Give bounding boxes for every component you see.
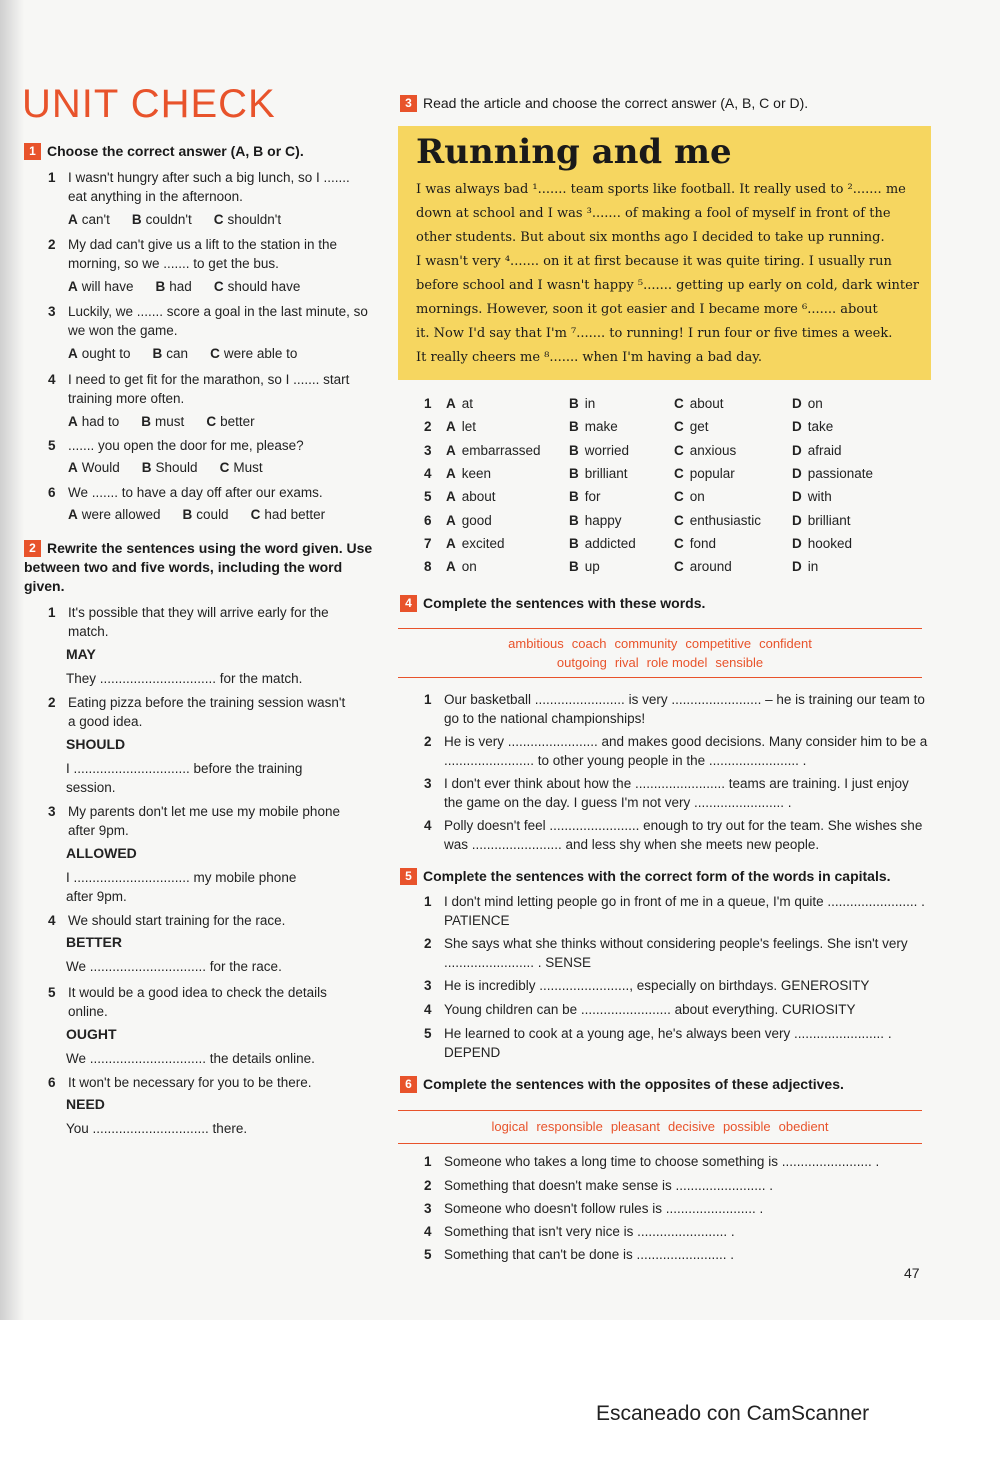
option-letter: B: [569, 535, 579, 551]
key-word: MAY: [66, 646, 96, 662]
section-6-heading: [400, 1075, 844, 1094]
option-text: enthusiastic: [689, 512, 762, 528]
question-number: 2: [48, 237, 56, 252]
vocab-word: competitive: [685, 636, 752, 651]
item-text: It won't be necessary for you to be there.: [68, 1075, 312, 1090]
row-number: 3: [424, 442, 432, 458]
key-word: ALLOWED: [66, 845, 137, 861]
option-a[interactable]: [446, 466, 491, 481]
sentence-text: Our basketball ........................ is very ........................ – he is training our team to go to the national championships!: [444, 692, 925, 726]
option-text: on: [807, 396, 823, 411]
option-letter: D: [792, 465, 802, 481]
article-line: other students. But about six months ago I decided to take up running.: [416, 230, 885, 245]
sentence-number: 5: [424, 1247, 432, 1262]
sentence-number: 2: [424, 734, 432, 749]
option-text: can: [166, 346, 189, 361]
article-line: before school and I wasn't happy ⁵....... getting up early on cold, dark winter: [416, 278, 920, 293]
option-letter: C: [674, 489, 684, 505]
section-6-wordbox: [398, 1110, 922, 1144]
sentence-number: 1: [424, 1154, 432, 1169]
option-text: Must: [233, 460, 263, 475]
item-text: It's possible that they will arrive early for the match.: [68, 605, 329, 639]
item-number: 4: [48, 913, 56, 928]
vocab-word: outgoing: [556, 655, 607, 670]
option-d[interactable]: [792, 489, 832, 504]
sentence-text: He learned to cook at a young age, he's always been very ........................ . DEPEND: [444, 1026, 892, 1060]
option-text: had to: [81, 414, 120, 429]
question-number: 1: [48, 170, 56, 185]
answer-option[interactable]: [206, 412, 254, 431]
section-1-badge: 1: [24, 143, 41, 160]
option-letter: B: [152, 346, 163, 361]
option-letter: C: [213, 212, 224, 227]
answer-option[interactable]: [132, 210, 192, 229]
option-a[interactable]: [446, 559, 477, 574]
option-text: worried: [584, 442, 630, 458]
option-d[interactable]: [792, 559, 818, 574]
option-letter: B: [569, 559, 579, 575]
vocab-word: role model: [646, 655, 708, 670]
option-d[interactable]: [792, 396, 823, 411]
section-3-badge: 3: [400, 95, 417, 112]
option-letter: C: [219, 460, 230, 475]
option-letter: A: [68, 460, 78, 475]
question-text: We ....... to have a day off after our exams.: [68, 485, 323, 500]
option-c[interactable]: [674, 443, 736, 458]
vocab-word: possible: [722, 1119, 771, 1134]
option-letter: B: [182, 507, 193, 522]
answer-line[interactable]: We ............................... the details online.: [66, 1051, 315, 1066]
answer-option[interactable]: [156, 277, 192, 296]
option-text: in: [584, 396, 596, 411]
section-4-wordbox: [398, 628, 922, 678]
option-text: for: [584, 489, 601, 505]
option-text: on: [689, 489, 705, 505]
option-letter: C: [210, 346, 220, 361]
answer-option[interactable]: [68, 277, 134, 296]
article-line: mornings. However, soon it got easier and I became more ⁶....... about: [416, 302, 878, 317]
option-c[interactable]: [674, 396, 724, 411]
row-number: 8: [424, 559, 432, 575]
section-1-instruction: Choose the correct answer (A, B or C).: [47, 143, 304, 159]
option-letter: B: [155, 279, 166, 294]
question-text: I need to get fit for the marathon, so I ....... start training more often.: [68, 372, 350, 406]
option-text: could: [196, 507, 229, 522]
item-number: 3: [48, 804, 56, 819]
item-text: My parents don't let me use my mobile phone after 9pm.: [68, 804, 340, 838]
option-text: take: [807, 419, 834, 435]
answer-option[interactable]: [68, 210, 110, 229]
option-d[interactable]: [792, 536, 852, 551]
option-text: can't: [81, 212, 110, 227]
option-letter: C: [674, 512, 684, 528]
option-b[interactable]: [569, 559, 600, 574]
option-letter: A: [446, 512, 456, 528]
vocab-word: community: [614, 636, 678, 651]
sentence-number: 1: [424, 692, 432, 707]
question-number: 5: [48, 438, 56, 453]
section-2-heading: [24, 539, 374, 596]
sentence-number: 4: [424, 1002, 432, 1017]
item-number: 6: [48, 1075, 56, 1090]
option-letter: C: [674, 419, 684, 435]
option-letter: C: [250, 507, 261, 522]
option-letter: B: [569, 396, 579, 411]
option-letter: B: [569, 512, 579, 528]
option-text: were able to: [223, 346, 298, 361]
option-a[interactable]: [446, 489, 496, 504]
option-text: couldn't: [145, 212, 192, 227]
sentence-number: 4: [424, 818, 432, 833]
option-letter: B: [131, 212, 142, 227]
option-letter: B: [569, 465, 579, 481]
question-number: 6: [48, 485, 56, 500]
answer-options: [68, 210, 388, 229]
option-letter: B: [141, 460, 152, 475]
section-5-heading: [400, 867, 891, 886]
option-text: better: [220, 414, 255, 429]
sentence-number: 3: [424, 1201, 432, 1216]
question-text: ....... you open the door for me, please?: [68, 438, 304, 453]
question-number: 3: [48, 304, 56, 319]
sentence-number: 3: [424, 776, 432, 791]
option-letter: A: [446, 396, 456, 411]
sentence-text: Someone who doesn't follow rules is ........................ .: [444, 1201, 764, 1216]
answer-options: [68, 458, 388, 477]
option-text: had: [169, 279, 192, 294]
option-letter: A: [68, 346, 78, 361]
row-number: 6: [424, 512, 432, 528]
option-text: on: [461, 559, 477, 575]
option-text: good: [461, 512, 492, 528]
option-c[interactable]: [674, 419, 709, 434]
option-text: must: [155, 414, 185, 429]
option-b[interactable]: [569, 396, 595, 411]
answer-options: [68, 412, 388, 431]
option-text: addicted: [584, 535, 636, 551]
key-word: BETTER: [66, 934, 122, 950]
wordbox-line-2: [398, 653, 922, 672]
sentence-text: Young children can be ........................ about everything. CURIOSITY: [444, 1002, 856, 1017]
option-text: about: [689, 396, 724, 411]
item-number: 5: [48, 985, 56, 1000]
option-letter: A: [68, 414, 78, 429]
section-4-badge: 4: [400, 595, 417, 612]
option-text: had better: [264, 507, 326, 522]
option-letter: A: [446, 442, 456, 458]
answer-option[interactable]: [141, 412, 184, 431]
scanner-watermark: Escaneado con CamScanner: [596, 1402, 870, 1425]
sentence-number: 3: [424, 978, 432, 993]
option-letter: B: [141, 414, 152, 429]
article-line: I wasn't very ⁴....... on it at first because it was quite tiring. I usually run: [416, 254, 892, 269]
answer-option[interactable]: [153, 344, 189, 363]
vocab-word: decisive: [667, 1119, 715, 1134]
vocab-word: sensible: [715, 655, 764, 670]
vocab-word: confident: [759, 636, 812, 651]
option-text: let: [461, 419, 477, 435]
answer-option[interactable]: [68, 344, 131, 363]
sentence-text: He is very ........................ and makes good decisions. Many consider him to be a ........................ to other young people in the ........................ .: [444, 734, 928, 768]
option-a[interactable]: [446, 513, 492, 528]
section-2-badge: 2: [24, 540, 41, 557]
scan-shadow: [0, 0, 24, 1320]
option-a[interactable]: [446, 536, 505, 551]
answer-option[interactable]: [210, 344, 297, 363]
option-text: with: [807, 489, 832, 505]
option-text: popular: [689, 465, 735, 481]
answer-line[interactable]: I ............................... before the training session.: [66, 761, 303, 795]
wordbox-line-1: [398, 634, 922, 653]
option-letter: D: [792, 489, 802, 505]
item-number: 1: [48, 605, 56, 620]
option-letter: B: [569, 419, 579, 435]
sentence-text: She says what she thinks without considering people's feelings. She isn't very ........................ . SENSE: [444, 936, 908, 970]
option-c[interactable]: [674, 466, 735, 481]
article-line: it. Now I'd say that I'm ⁷....... to running! I run four or five times a week.: [416, 326, 893, 341]
answer-line[interactable]: You ............................... there.: [66, 1121, 248, 1136]
vocab-word: pleasant: [610, 1119, 660, 1134]
option-text: passionate: [807, 465, 874, 481]
article-line: I was always bad ¹....... team sports like football. It really used to ²....... me: [416, 182, 906, 197]
key-word: NEED: [66, 1096, 105, 1112]
sentence-text: Someone who takes a long time to choose something is ........................ .: [444, 1154, 880, 1169]
option-letter: C: [674, 442, 684, 458]
option-a[interactable]: [446, 396, 473, 411]
option-text: in: [807, 559, 819, 575]
answer-option[interactable]: [68, 458, 120, 477]
article-box: [398, 126, 931, 380]
option-letter: A: [446, 419, 456, 435]
item-text: Eating pizza before the training session wasn't a good idea.: [68, 695, 346, 729]
option-c[interactable]: [674, 536, 716, 551]
option-b[interactable]: [569, 419, 618, 434]
option-d[interactable]: [792, 466, 873, 481]
answer-option[interactable]: [214, 210, 281, 229]
sentence-number: 1: [424, 894, 432, 909]
option-c[interactable]: [674, 513, 761, 528]
answer-line[interactable]: They ............................... for the match.: [66, 671, 303, 686]
option-b[interactable]: [569, 513, 622, 528]
key-word: SHOULD: [66, 736, 126, 752]
option-text: hooked: [807, 535, 853, 551]
vocab-word: coach: [571, 636, 607, 651]
question-text: My dad can't give us a lift to the station in the morning, so we ....... to get the bus.: [68, 237, 337, 271]
page-number: 47: [904, 1265, 920, 1281]
vocab-word: ambitious: [508, 636, 564, 651]
option-letter: C: [213, 279, 224, 294]
item-text: We should start training for the race.: [68, 913, 286, 928]
option-text: will have: [81, 279, 134, 294]
article-line: down at school and I was ³....... of making a fool of myself in front of the: [416, 206, 891, 221]
option-b[interactable]: [569, 443, 629, 458]
answer-options: [68, 277, 388, 296]
sentence-text: Polly doesn't feel ........................ enough to try out for the team. She wishes she was ........................ and less shy when she meets new people.: [444, 818, 923, 852]
answer-option[interactable]: [68, 412, 119, 431]
answer-option[interactable]: [214, 277, 301, 296]
option-letter: D: [792, 419, 802, 435]
option-text: anxious: [689, 442, 737, 458]
option-text: should have: [227, 279, 301, 294]
section-4-heading: [400, 594, 705, 613]
option-text: make: [584, 419, 618, 435]
option-a[interactable]: [446, 443, 541, 458]
option-a[interactable]: [446, 419, 476, 434]
answer-line[interactable]: We ............................... for the race.: [66, 959, 282, 974]
section-4-instruction: Complete the sentences with these words.: [423, 595, 706, 611]
answer-line[interactable]: I ............................... my mobile phone after 9pm.: [66, 870, 297, 904]
option-letter: C: [674, 535, 684, 551]
sentence-text: I don't mind letting people go in front of me in a queue, I'm quite ........................ . PATIENCE: [444, 894, 925, 928]
option-letter: D: [792, 442, 802, 458]
option-text: brilliant: [807, 512, 851, 528]
option-letter: C: [674, 396, 684, 411]
answer-options: [68, 344, 388, 363]
section-6-badge: 6: [400, 1076, 417, 1093]
option-text: excited: [461, 535, 505, 551]
answer-option[interactable]: [183, 505, 229, 524]
option-text: Would: [81, 460, 120, 475]
option-text: brilliant: [584, 465, 628, 481]
option-letter: B: [569, 489, 579, 505]
option-letter: A: [446, 489, 456, 505]
option-text: fond: [689, 535, 717, 551]
vocab-word: responsible: [536, 1119, 603, 1134]
option-letter: B: [569, 442, 579, 458]
row-number: 2: [424, 419, 432, 435]
answer-option[interactable]: [68, 505, 161, 524]
sentence-text: Something that can't be done is ........................ .: [444, 1247, 734, 1262]
section-3-instruction: Read the article and choose the correct answer (A, B, C or D).: [423, 95, 809, 111]
option-text: happy: [584, 512, 622, 528]
article-title: Running and me: [416, 132, 732, 172]
section-6-instruction: Complete the sentences with the opposites of these adjectives.: [423, 1076, 844, 1092]
item-text: It would be a good idea to check the details online.: [68, 985, 327, 1019]
option-letter: A: [446, 535, 456, 551]
option-letter: A: [68, 507, 78, 522]
option-b[interactable]: [569, 536, 636, 551]
sentence-text: I don't ever think about how the ........................ teams are training. I just enjoy the game on the day. I guess I'm not very ........................ .: [444, 776, 909, 810]
option-text: at: [461, 396, 474, 411]
row-number: 1: [424, 396, 432, 411]
answer-option[interactable]: [142, 458, 198, 477]
option-c[interactable]: [674, 559, 732, 574]
sentence-number: 5: [424, 1026, 432, 1041]
answer-option[interactable]: [220, 458, 263, 477]
option-text: were allowed: [81, 507, 161, 522]
section-1-heading: [24, 142, 304, 161]
page-title: UNIT CHECK: [22, 82, 276, 126]
sentence-number: 4: [424, 1224, 432, 1239]
sentence-text: Something that doesn't make sense is ........................ .: [444, 1178, 773, 1193]
sentence-number: 2: [424, 1178, 432, 1193]
option-text: get: [689, 419, 709, 435]
section-3-heading: [400, 94, 808, 113]
row-number: 5: [424, 489, 432, 505]
option-letter: C: [674, 559, 684, 575]
answer-options: [68, 505, 388, 524]
option-text: afraid: [807, 442, 842, 458]
option-d[interactable]: [792, 443, 842, 458]
vocab-word: obedient: [778, 1119, 829, 1134]
sentence-text: He is incredibly ........................, especially on birthdays. GENEROSITY: [444, 978, 870, 993]
option-letter: A: [68, 212, 78, 227]
option-letter: D: [792, 512, 802, 528]
option-text: around: [689, 559, 732, 575]
option-d[interactable]: [792, 513, 851, 528]
option-b[interactable]: [569, 466, 628, 481]
question-number: 4: [48, 372, 56, 387]
option-letter: D: [792, 396, 802, 411]
vocab-word: rival: [614, 655, 639, 670]
article-body: [416, 178, 921, 370]
question-text: Luckily, we ....... score a goal in the last minute, so we won the game.: [68, 304, 368, 338]
option-text: about: [461, 489, 496, 505]
option-text: shouldn't: [227, 212, 282, 227]
section-5-instruction: Complete the sentences with the correct form of the words in capitals.: [423, 868, 891, 884]
option-d[interactable]: [792, 419, 833, 434]
section-2-instruction: Rewrite the sentences using the word given. Use between two and five words, including the word given.: [24, 540, 373, 594]
wordbox-line: [398, 1116, 922, 1138]
option-letter: A: [68, 279, 78, 294]
option-text: up: [584, 559, 600, 575]
option-letter: D: [792, 535, 802, 551]
option-letter: C: [674, 465, 684, 481]
row-number: 7: [424, 535, 432, 551]
vocab-word: logical: [491, 1119, 529, 1134]
option-text: embarrassed: [461, 442, 541, 458]
option-text: ought to: [81, 346, 131, 361]
answer-option[interactable]: [251, 505, 326, 524]
row-number: 4: [424, 465, 432, 481]
sentence-number: 2: [424, 936, 432, 951]
option-letter: A: [446, 559, 456, 575]
key-word: OUGHT: [66, 1026, 117, 1042]
option-text: Should: [155, 460, 198, 475]
option-letter: A: [446, 465, 456, 481]
question-text: I wasn't hungry after such a big lunch, so I ....... eat anything in the afternoon.: [68, 170, 350, 204]
option-c[interactable]: [674, 489, 705, 504]
item-number: 2: [48, 695, 56, 710]
option-letter: C: [206, 414, 217, 429]
option-b[interactable]: [569, 489, 601, 504]
article-line: It really cheers me ⁸....... when I'm having a bad day.: [416, 350, 762, 365]
option-text: keen: [461, 465, 492, 481]
sentence-text: Something that isn't very nice is ........................ .: [444, 1224, 735, 1239]
section-5-badge: 5: [400, 868, 417, 885]
option-letter: D: [792, 559, 802, 575]
